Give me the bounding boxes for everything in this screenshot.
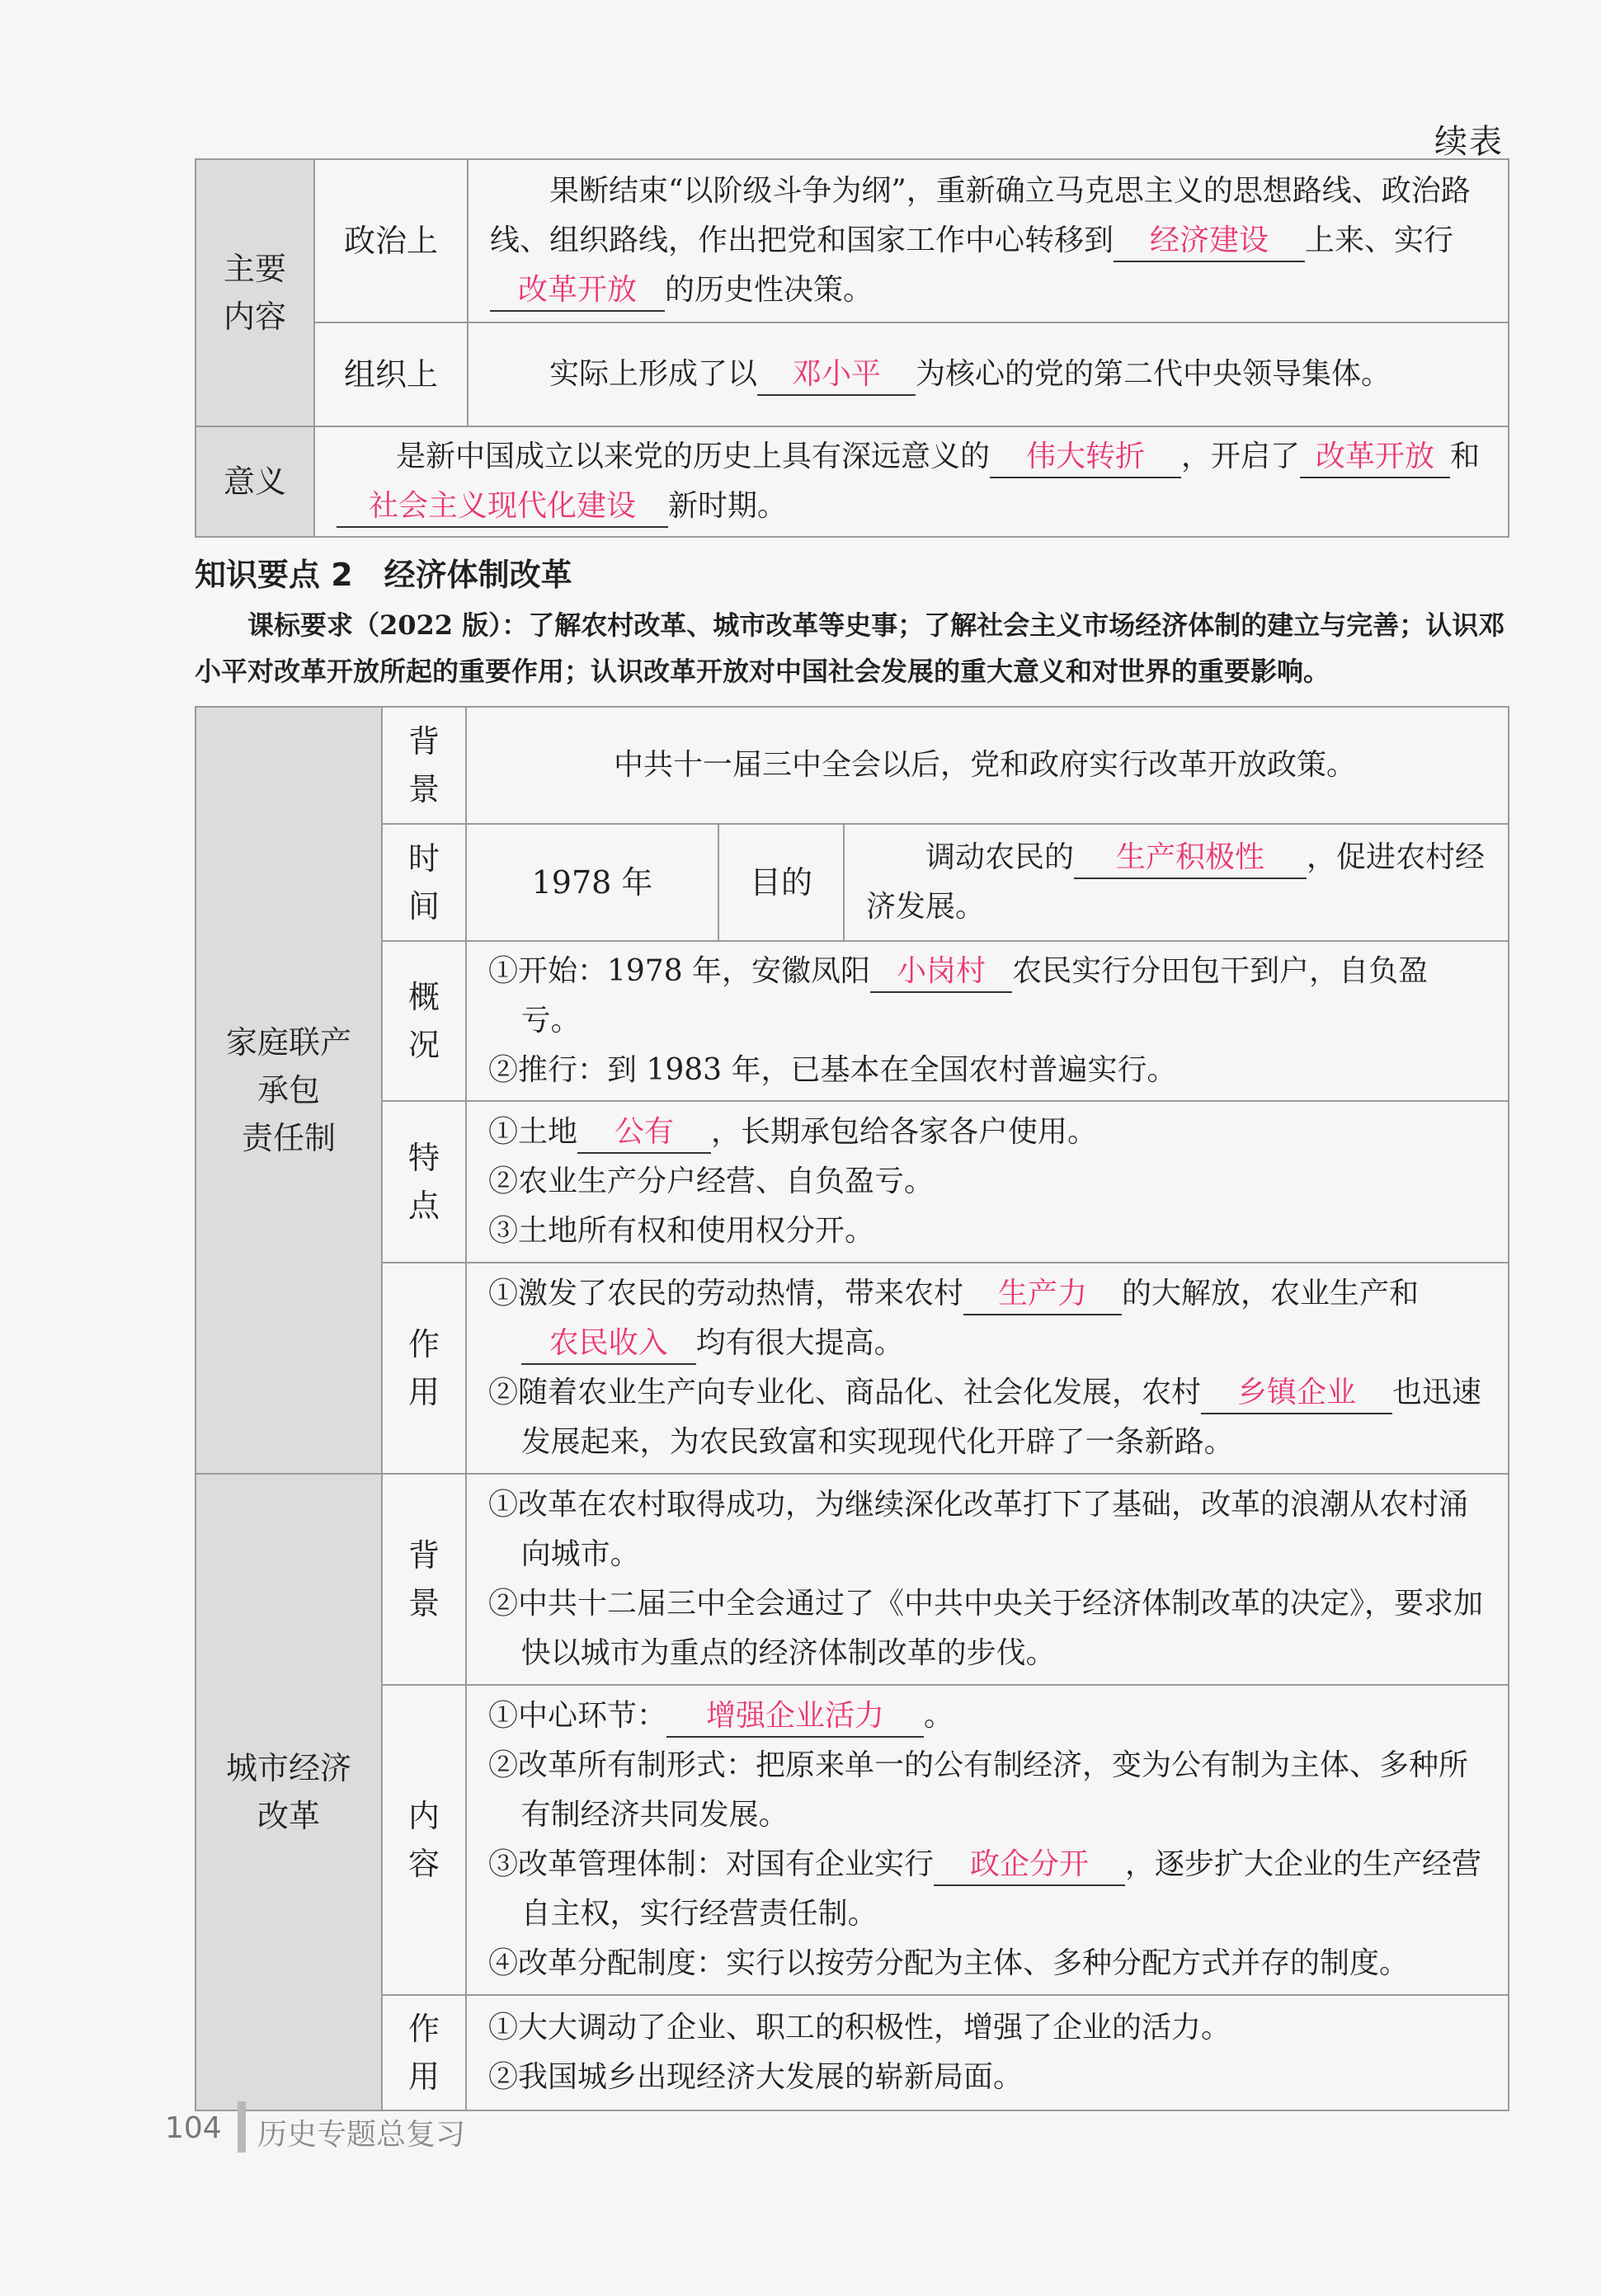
rural-time-label: 时 间 (382, 824, 466, 941)
significance-content: 是新中国成立以来党的历史上具有深远意义的 伟大转折 ，开启了 改革开放 和社会主义现代化建设 新时期。 (314, 426, 1509, 537)
blank-township-enterprises: 乡镇企业 (1201, 1373, 1392, 1414)
rural-reform-label: 家庭联产 承包 责任制 (195, 707, 382, 1474)
urban-effects-content: ①大大调动了企业、职工的积极性，增强了企业的活力。 ②我国城乡出现经济大发展的崭新局面。 (466, 1995, 1509, 2110)
urban-content-label: 内 容 (382, 1685, 466, 1995)
table-economic-reform (195, 706, 1509, 2111)
urban-reform-label: 城市经济 改革 (195, 1474, 382, 2110)
continued-label: 续表 (1434, 123, 1504, 161)
political-label: 政治上 (314, 159, 468, 322)
blank-production-enthusiasm: 生产积极性 (1074, 838, 1307, 879)
political-content: 果断结束“以阶级斗争为纲”，重新确立马克思主义的思想路线、政治路线、组织路线，作出把党和国家工作中心转移到 经济建设 上来、实行改革开放 的历史性决策。 (468, 159, 1509, 322)
rural-effects-label: 作 用 (382, 1263, 466, 1474)
blank-farmer-income: 农民收入 (521, 1324, 696, 1365)
urban-background-label: 背 景 (382, 1474, 466, 1685)
blank-government-enterprise-separation: 政企分开 (934, 1845, 1125, 1886)
blank-socialist-modernization: 社会主义现代化建设 (337, 487, 668, 528)
rural-background-label: 背 景 (382, 707, 466, 824)
rural-overview-content: ①开始：1978 年，安徽凤阳 小岗村 农民实行分田包干到户，自负盈亏。 ②推行：到 1983 年，已基本在全国农村普遍实行。 (466, 941, 1509, 1101)
significance-label: 意义 (195, 426, 314, 537)
blank-public-ownership: 公有 (577, 1113, 711, 1154)
page-number: 104 (165, 2111, 222, 2145)
rural-features-content: ①土地 公有 ，长期承包给各家各户使用。 ②农业生产分户经营、自负盈亏。 ③土地所有权和使用权分开。 (466, 1101, 1509, 1263)
rural-effects-content: ①激发了农民的劳动热情，带来农村 生产力 的大解放，农业生产和农民收入 均有很大提高。 ②随着农业生产向专业化、商品化、社会化发展，农村 乡镇企业 也迅速发展起来，为农民致富和实现现代化开辟了一条新路。 (466, 1263, 1509, 1474)
footer-divider (238, 2101, 246, 2152)
blank-deng-xiaoping: 邓小平 (757, 355, 916, 396)
organizational-label: 组织上 (314, 322, 468, 426)
urban-content-content: ①中心环节： 增强企业活力 。 ②改革所有制形式：把原来单一的公有制经济，变为公有制为主体、多种所有制经济共同发展。 ③改革管理体制：对国有企业实行 政企分开 ，逐步扩大企业的生产经营自主权，实行经营责任制。 ④改革分配制度：实行以按劳分配为主体、多种分配方式并存的制度。 (466, 1685, 1509, 1995)
rural-purpose-content: 调动农民的 生产积极性 ，促进农村经济发展。 (844, 824, 1509, 941)
book-title: 历史专题总复习 (257, 2118, 466, 2152)
main-content-label: 主要内容 (195, 159, 314, 426)
rural-features-label: 特 点 (382, 1101, 466, 1263)
blank-xiaogang-village: 小岗村 (870, 952, 1012, 993)
blank-great-turning: 伟大转折 (990, 437, 1181, 478)
blank-productivity: 生产力 (963, 1274, 1122, 1315)
rural-overview-label: 概 况 (382, 941, 466, 1101)
blank-enterprise-vitality: 增强企业活力 (666, 1696, 924, 1738)
blank-reform-opening-2: 改革开放 (1300, 437, 1450, 478)
organizational-content: 实际上形成了以 邓小平 为核心的党的第二代中央领导集体。 (468, 322, 1509, 426)
urban-effects-label: 作 用 (382, 1995, 466, 2110)
urban-background-content: ①改革在农村取得成功，为继续深化改革打下了基础，改革的浪潮从农村涌向城市。 ②中共十二届三中全会通过了《中共中央关于经济体制改革的决定》，要求加快以城市为重点的经济体制改革的步伐。 (466, 1474, 1509, 1685)
rural-background-content: 中共十一届三中全会以后，党和政府实行改革开放政策。 (466, 707, 1509, 824)
table-continued (195, 158, 1509, 538)
blank-economic-construction: 经济建设 (1114, 221, 1305, 262)
rural-time-value: 1978 年 (466, 824, 718, 941)
curriculum-requirement: 课标要求（2022 版）：了解农村改革、城市改革等史事；了解社会主义市场经济体制的建立与完善；认识邓小平对改革开放所起的重要作用；认识改革开放对中国社会发展的重大意义和对世界的重要影响。 (195, 609, 1505, 687)
blank-reform-opening: 改革开放 (490, 271, 665, 312)
section-title: 知识要点 2 经济体制改革 (195, 557, 572, 593)
rural-purpose-label: 目的 (718, 824, 844, 941)
